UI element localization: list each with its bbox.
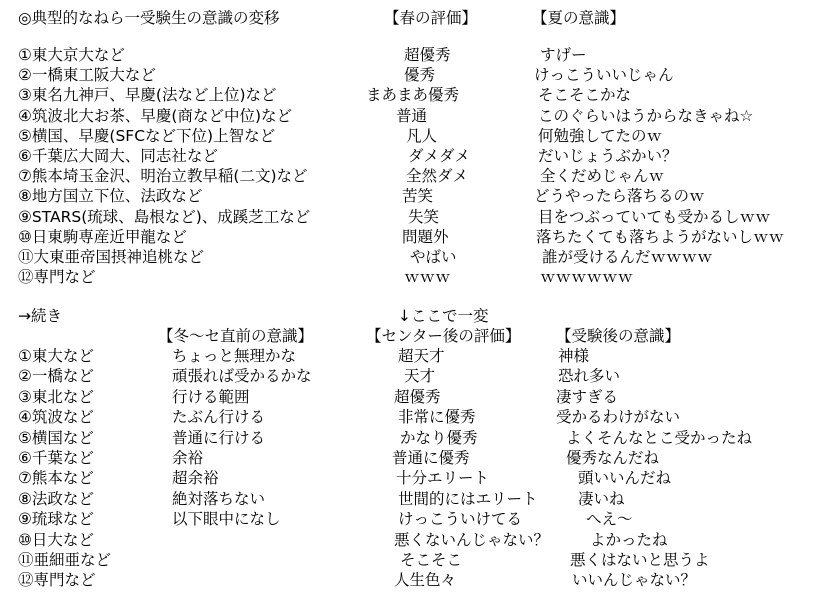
summer-opinion: そこそこかな [538,86,632,105]
winter-opinion: 行ける範囲 [172,387,250,406]
center-rating: 非常に優秀 [398,408,476,427]
summer-opinion: このぐらいはうからなきゃね☆ [538,106,754,125]
winter-opinion: 絶対落ちない [172,489,266,508]
center-rating: 世間的にはエリート [398,489,538,508]
summer-opinion: すげー [540,46,587,64]
winter-opinion: ちょっと無理かな [172,347,297,365]
after-opinion: 凄すぎる [556,387,619,406]
school-label: ⑪大東亜帝国摂神追桃など [18,248,205,266]
after-opinion: 頭いいんだね [578,469,672,488]
after-opinion: 優秀なんだね [566,449,660,467]
header-summer: 【夏の意識】 [532,9,626,27]
winter-opinion: たぶん行ける [172,408,266,427]
center-rating: 普通に優秀 [392,449,470,467]
center-rating: けっこういけてる [398,510,523,529]
winter-opinion: 以下眼中になし [172,510,281,529]
after-opinion: よくそんなとこ受かったね [566,428,753,447]
center-rating: かなり優秀 [400,428,478,447]
summer-opinion: 誰が受けるんだｗｗｗｗ [542,248,713,266]
center-rating: 人生色々 [394,571,457,590]
school-label: ⑥千葉広大岡大、同志社など [18,147,218,165]
continued-label: →続き [18,307,62,325]
center-rating: 天才 [404,367,436,386]
school-label: ⑫専門など [18,571,96,590]
school-label: ⑧地方国立下位、法政など [18,187,203,206]
spring-rating: 全然ダメ [406,167,469,186]
center-rating: そこそこ [400,551,463,569]
after-opinion: よかったね [590,530,668,549]
spring-rating: やばい [410,248,457,266]
summer-opinion: だいじょうぶかい？ [538,147,678,165]
spring-rating: 超優秀 [404,46,451,64]
after-opinion: へえ～ [586,510,633,529]
school-label: ⑤横国など [18,428,94,447]
school-label: ⑨琉球など [18,510,94,529]
school-label: ⑩日東駒専産近甲龍など [18,227,187,246]
center-rating: 超優秀 [394,387,441,406]
page-title: ◎典型的なねら一受験生の意識の変移 [18,9,280,27]
summer-opinion: どうやったら落ちるのｗ [534,187,705,206]
after-opinion: 凄いね [578,489,625,508]
center-rating: 超天才 [398,347,445,365]
summer-opinion: 全くだめじゃんｗ [540,167,665,186]
school-label: ⑩日大など [18,530,94,549]
summer-opinion: 落ちたくても落ちようがないしｗｗ [536,227,785,246]
summer-opinion: 何勉強してたのｗ [538,126,663,145]
spring-rating: 優秀 [404,66,436,85]
school-label: ⑨STARS(琉球、島根など)、成蹊芝工など [18,207,311,226]
spring-rating: 問題外 [402,227,449,246]
spring-rating: 普通 [396,106,428,125]
school-label: ④筑波など [18,408,94,427]
winter-opinion: 余裕 [172,449,204,467]
school-label: ⑪亜細亜など [18,551,112,569]
header-spring: 【春の評価】 [384,9,478,27]
summer-opinion: けっこういいじゃん [534,66,674,85]
school-label: ③東北など [18,387,94,406]
summer-opinion: ｗｗｗｗｗｗ [540,268,634,287]
spring-rating: 苦笑 [402,187,434,206]
school-label: ⑦熊本埼玉金沢、明治立教早稲(二文)など [18,167,308,186]
after-opinion: 神様 [558,347,590,365]
spring-rating: ｗｗｗ [404,268,451,287]
school-label: ①東大など [18,347,94,365]
spring-rating: 失笑 [408,207,440,226]
summer-opinion: 目をつぶっていても受かるしｗｗ [538,207,771,226]
header-after: 【受験後の意識】 [556,327,681,345]
header-winter: 【冬～セ直前の意識】 [158,327,314,345]
school-label: ⑦熊本など [18,469,94,488]
spring-rating: 凡人 [406,126,438,145]
school-label: ①東大京大など [18,46,125,64]
spring-rating: ダメダメ [408,147,471,165]
school-label: ⑫専門など [18,268,96,287]
school-label: ②一橋など [18,367,94,386]
center-rating: 十分エリート [396,469,490,488]
winter-opinion: 普通に行ける [172,428,266,447]
spring-rating: まあまあ優秀 [366,86,460,105]
after-opinion: 受かるわけがない [556,408,681,427]
center-rating: 悪くないんじゃない？ [394,530,550,549]
change-note: ↓ここで一変 [398,307,489,325]
header-center: 【センター後の評価】 [366,327,521,345]
school-label: ⑤横国、早慶(SFCなど下位)上智など [18,126,276,145]
after-opinion: 悪くはないと思うよ [570,551,710,569]
winter-opinion: 頑張れば受かるかな [172,367,312,386]
school-label: ②一橋東工阪大など [18,66,156,85]
school-label: ④筑波北大お茶、早慶(商など中位)など [18,106,292,125]
school-label: ⑥千葉など [18,449,94,467]
after-opinion: 恐れ多い [558,367,621,386]
winter-opinion: 超余裕 [172,469,219,488]
school-label: ⑧法政など [18,489,94,508]
after-opinion: いいんじゃない？ [572,571,697,590]
school-label: ③東名九神戸、早慶(法など上位)など [18,86,277,105]
